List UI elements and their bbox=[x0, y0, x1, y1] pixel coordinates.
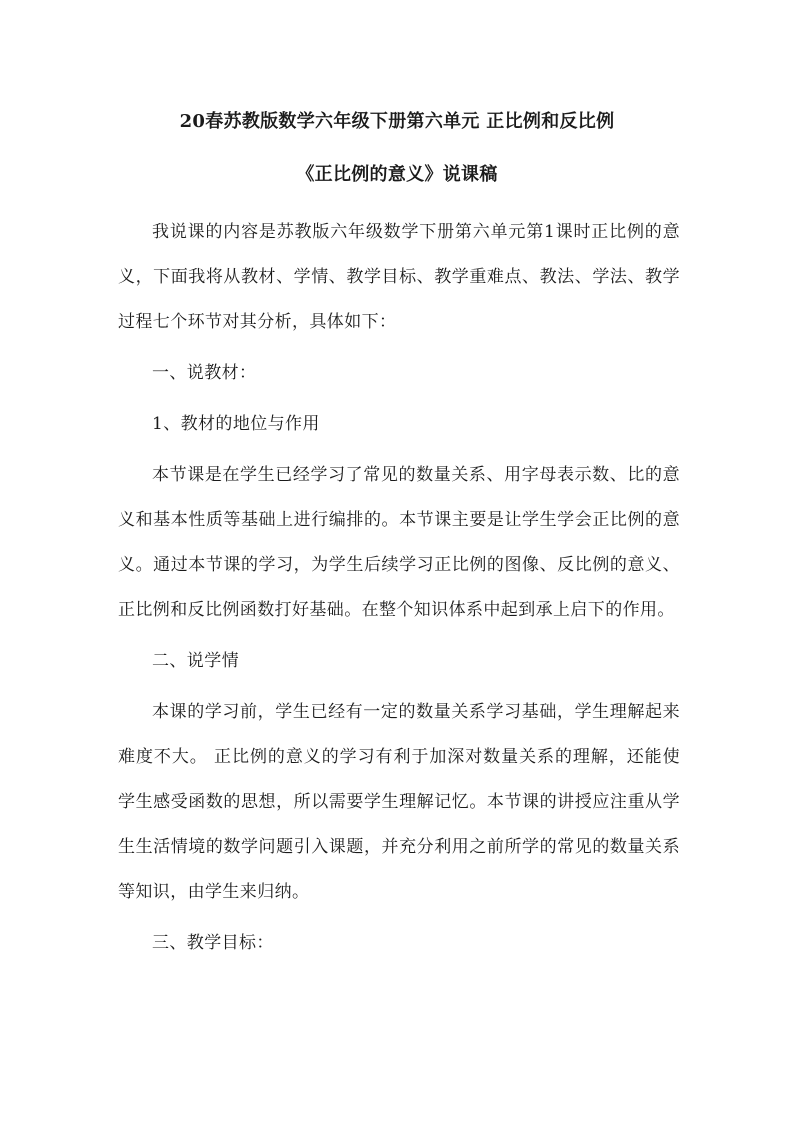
intro-paragraph: 我说课的内容是苏教版六年级数学下册第六单元第1课时正比例的意义，下面我将从教材、学情、教学目标、教学重难点、教法、学法、教学过程七个环节对其分析，具体如下： bbox=[118, 222, 680, 332]
document-body bbox=[118, 210, 680, 972]
section-1-paragraph: 本节课是在学生已经学习了常见的数量关系、用字母表示数、比的意义和基本性质等基础上进行编排的。本节课主要是让学生学会正比例的意义。通过本节课的学习，为学生后续学习正比例的图像、反比例的意义、正比例和反比例函数打好基础。在整个知识体系中起到承上启下的作用。 bbox=[118, 465, 680, 620]
section-1-heading: 一、说教材： bbox=[152, 363, 257, 383]
section-3-heading: 三、教学目标： bbox=[152, 933, 274, 953]
section-2-heading: 二、说学情 bbox=[152, 651, 239, 671]
document-subtitle: 《正比例的意义》说课稿 bbox=[296, 164, 498, 185]
section-2-paragraph: 本课的学习前，学生已经有一定的数量关系学习基础，学生理解起来难度不大。 正比例的意义的学习有利于加深对数量关系的理解，还能使学生感受函数的思想，所以需要学生理解记忆。本节课的讲授应注重从学生生活情境的数学问题引入课题，并充分利用之前所学的常见的数量关系等知识，由学生来归纳。 bbox=[118, 702, 680, 902]
section-1-subheading: 1、教材的地位与作用 bbox=[152, 414, 320, 434]
document-title: 20春苏教版数学六年级下册第六单元 正比例和反比例 bbox=[179, 111, 615, 132]
